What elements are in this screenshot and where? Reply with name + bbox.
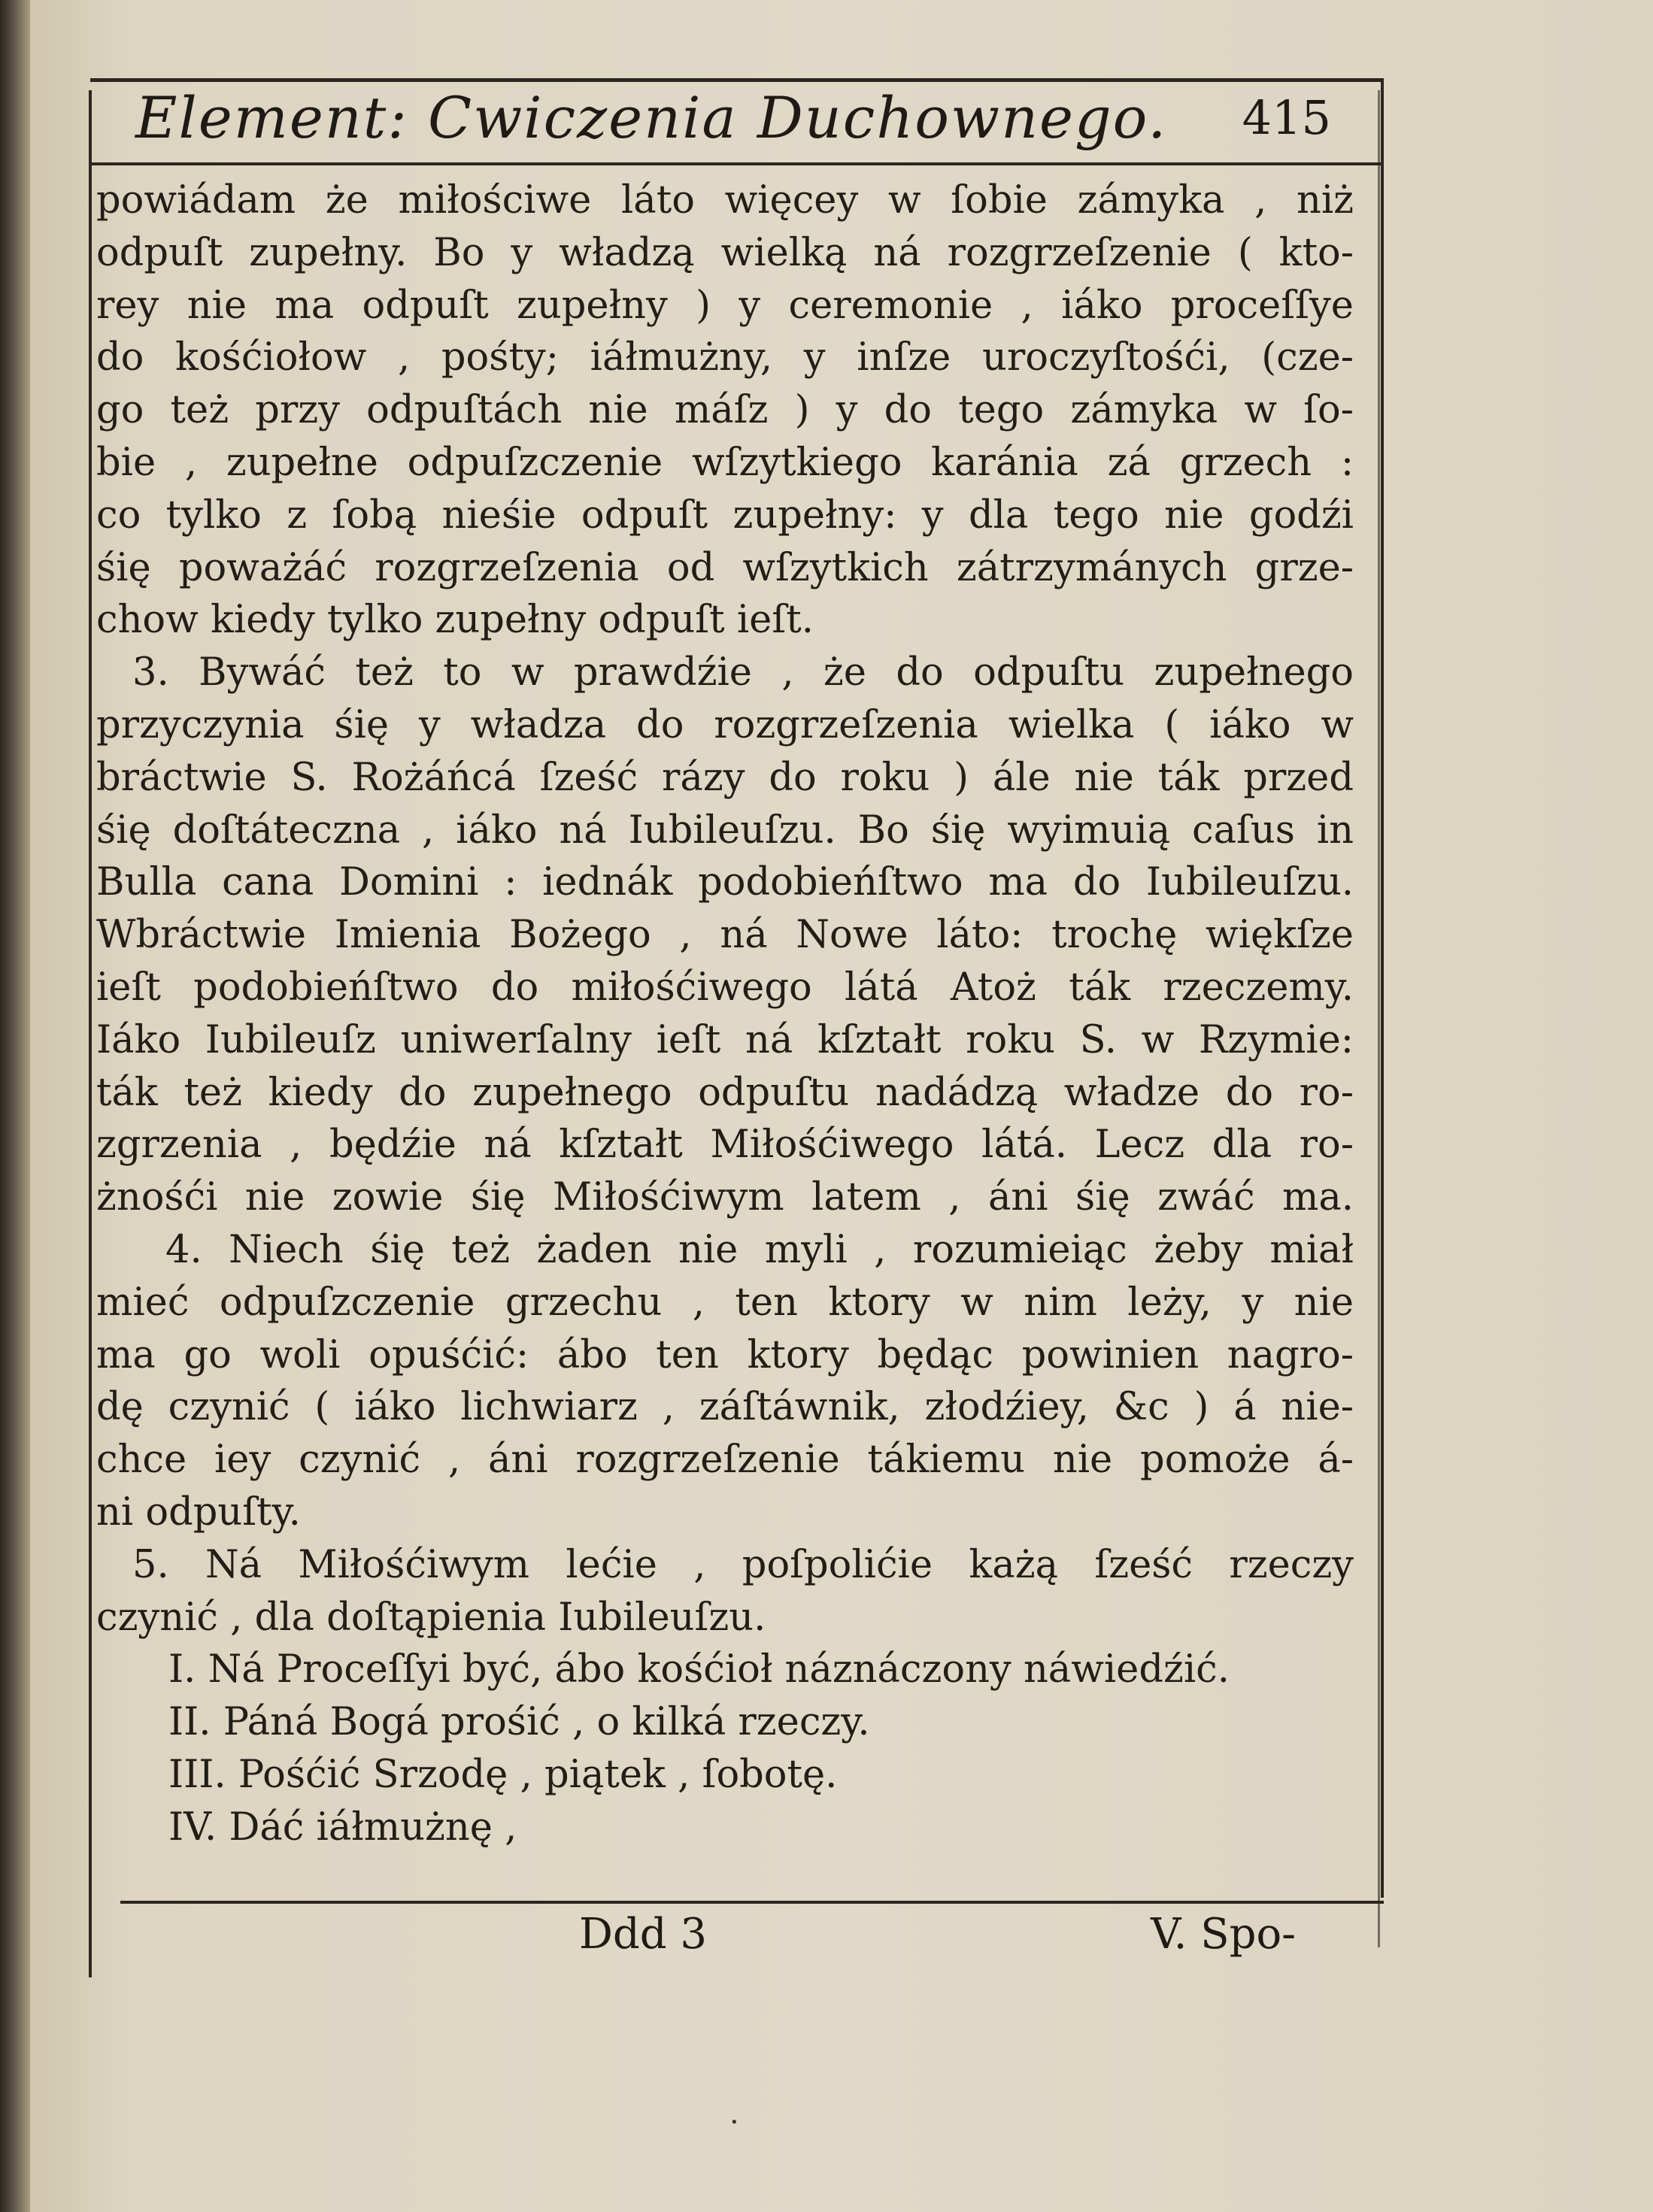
text-line: chce iey czynić , áni rozgrzeſzenie tákiemu nie pomoże á- — [96, 1438, 1354, 1483]
text-line: dę czynić ( iáko lichwiarz , záſtáwnik, złodźiey, &c ) á nie- — [96, 1385, 1354, 1430]
text-line: rey nie ma odpuſt zupełny ) y ceremonie , iáko proceſſye — [96, 283, 1354, 328]
frame-right-rule-outer — [1378, 90, 1380, 1947]
text-line: śię doſtáteczna , iáko ná Iubileuſzu. Bo śię wyimuią caſus in — [96, 808, 1354, 853]
list-item: II. Páná Bogá prośić , o kilká rzeczy. — [168, 1700, 870, 1745]
running-head: Element: Cwiczenia Duchownego. — [135, 84, 1168, 151]
text-line: śię poważáć rozgrzeſzenia od wſzytkich zátrzymánych grze- — [96, 545, 1354, 590]
text-line: Wbráctwie Imienia Bożego , ná Nowe láto: trochę więkſze — [96, 913, 1354, 958]
frame-left-rule — [89, 90, 92, 1977]
list-item: III. Pośćić Srzodę , piątek , ſobotę. — [168, 1752, 838, 1797]
text-line: 3. Bywáć też to w prawdźie , że do odpuſtu zupełnego — [132, 650, 1354, 695]
text-line: do kośćiołow , pośty; iáłmużny, y inſze uroczyſtośći, (cze- — [96, 335, 1354, 380]
text-line: odpuſt zupełny. Bo y władzą wielką ná rozgrzeſzenie ( kto- — [96, 230, 1354, 275]
catchword: V. Spo- — [1151, 1910, 1297, 1959]
page-number: 415 — [1242, 90, 1331, 145]
body-text — [96, 174, 1354, 1854]
margin-speck: · — [729, 2105, 739, 2140]
text-line: bráctwie S. Rożáńcá ſześć rázy do roku ) ále nie ták przed — [96, 755, 1354, 800]
text-line: 4. Niech śię też żaden nie myli , rozumieiąc żeby miał — [165, 1227, 1354, 1272]
text-line: co tylko z ſobą nieśie odpuſt zupełny: y dla tego nie godźi — [96, 492, 1354, 538]
text-line: czynić , dla doſtąpienia Iubileuſzu. — [96, 1595, 766, 1640]
footer-rule — [120, 1901, 1384, 1904]
list-item: I. Ná Proceſſyi być, ábo kośćioł náznáczony náwiedźić. — [168, 1647, 1230, 1692]
text-line: ni odpuſty. — [96, 1489, 301, 1535]
text-line: bie , zupełne odpuſzczenie wſzytkiego karánia zá grzech : — [96, 440, 1354, 485]
text-line: Bulla cana Domini : iednák podobieńſtwo ma do Iubileuſzu. — [96, 860, 1354, 905]
text-line: ták też kiedy do zupełnego odpuſtu nadádzą władze do ro- — [96, 1070, 1354, 1115]
text-line: chow kiedy tylko zupełny odpuſt ieſt. — [96, 598, 814, 643]
signature-mark: Ddd 3 — [579, 1910, 708, 1959]
frame-right-rule — [1381, 78, 1384, 1898]
text-line: powiádam że miłościwe láto więcey w ſobie zámyka , niż — [96, 178, 1354, 223]
text-line: zgrzenia , będźie ná kſztałt Miłośćiwego látá. Lecz dla ro- — [96, 1123, 1354, 1168]
text-line: 5. Ná Miłośćiwym lećie , poſpolićie każą ſześć rzeczy — [132, 1542, 1354, 1587]
text-line: ma go woli opuśćić: ábo ten ktory będąc powinien nagro- — [96, 1332, 1354, 1377]
text-line: żnośći nie zowie śię Miłośćiwym latem , áni śię zwáć ma. — [96, 1175, 1354, 1220]
text-line: go też przy odpuſtách nie máſz ) y do tego zámyka w ſo- — [96, 388, 1354, 433]
list-item: IV. Dáć iáłmużnę , — [168, 1804, 517, 1850]
text-line: mieć odpuſzczenie grzechu , ten ktory w nim leży, y nie — [96, 1280, 1354, 1325]
frame-top-rule — [90, 78, 1384, 82]
text-line: Iáko Iubileuſz uniwerſalny ieſt ná kſztałt roku S. w Rzymie: — [96, 1017, 1354, 1062]
text-line: ieſt podobieńſtwo do miłośćiwego látá Atoż ták rzeczemy. — [96, 965, 1354, 1010]
book-gutter — [0, 0, 33, 2212]
text-line: przyczynia śię y władza do rozgrzeſzenia wielka ( iáko w — [96, 702, 1354, 747]
